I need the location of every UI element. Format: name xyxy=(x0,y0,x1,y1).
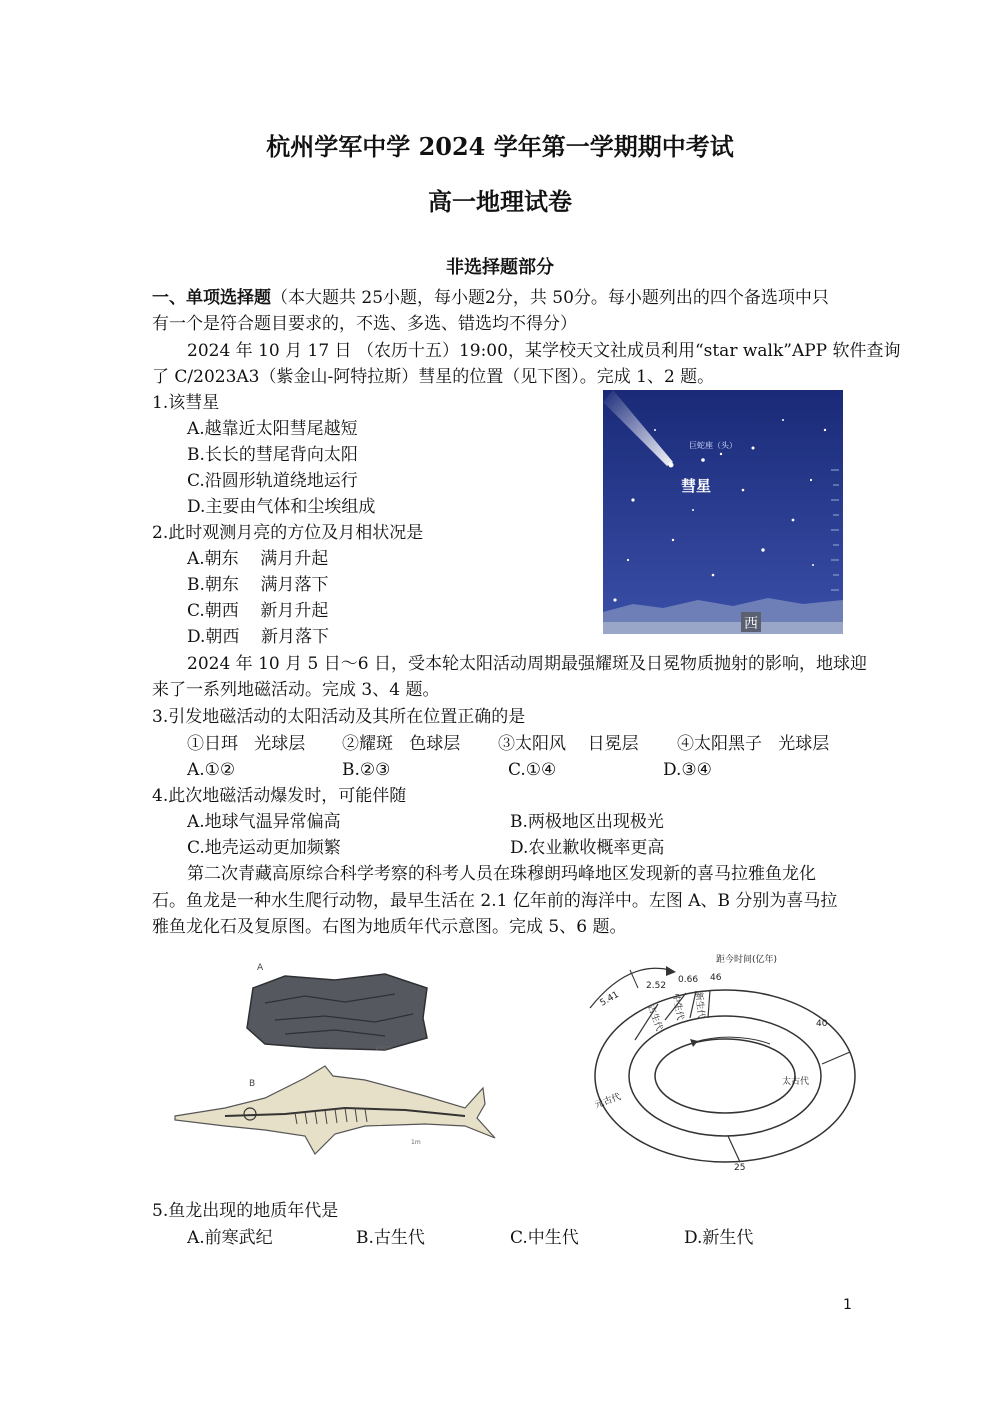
q4-option-c: C.地壳运动更加频繁 xyxy=(187,838,341,858)
geologic-time-diagram xyxy=(530,948,860,1173)
geo-value-25: 25 xyxy=(734,1163,746,1173)
q3-item-4: ④太阳黑子 光球层 xyxy=(677,734,830,754)
fossil-rock xyxy=(247,974,427,1050)
q1-option-a: A.越靠近太阳彗尾越短 xyxy=(187,419,358,439)
q5-option-d: D.新生代 xyxy=(684,1228,754,1248)
q1-option-d: D.主要由气体和尘埃组成 xyxy=(187,497,376,517)
passage2-line2: 来了一系列地磁活动。完成 3、4 题。 xyxy=(152,680,440,700)
q2-option-d: D.朝西 新月落下 xyxy=(187,627,330,647)
fossil-label-b: B xyxy=(249,1079,256,1089)
q4-option-b: B.两极地区出现极光 xyxy=(510,812,664,832)
direction-west-label: 西 xyxy=(744,616,758,632)
q3-option-b: B.②③ xyxy=(342,760,391,780)
q2-option-a: A.朝东 满月升起 xyxy=(187,549,329,569)
geo-value-46: 46 xyxy=(710,973,722,983)
era-cenozoic-label: 新生代 xyxy=(693,991,706,1020)
q5-option-c: C.中生代 xyxy=(510,1228,579,1248)
q2-option-c: C.朝西 新月升起 xyxy=(187,601,329,621)
fossil-label-a: A xyxy=(257,963,264,973)
era-mesozoic-label: 中生代 xyxy=(670,992,685,1022)
q1-option-c: C.沿圆形轨道绕地运行 xyxy=(187,471,358,491)
q3-item-2: ②耀斑 色球层 xyxy=(342,734,461,754)
era-archean-label: 太古代 xyxy=(782,1077,810,1087)
geo-value-0-66: 0.66 xyxy=(678,975,699,985)
geo-value-2-52: 2.52 xyxy=(646,981,667,991)
passage3-line2: 石。鱼龙是一种水生爬行动物，最早生活在 2.1 亿年前的海洋中。左图 A、B 分别为喜马拉 xyxy=(152,891,838,911)
fossil-scale-a: 10cm xyxy=(375,1045,392,1052)
q3-stem: 3.引发地磁活动的太阳活动及其所在位置正确的是 xyxy=(152,707,526,727)
q2-option-b: B.朝东 满月落下 xyxy=(187,575,329,595)
part1-instructions-b: 有一个是符合题目要求的，不选、多选、错选均不得分） xyxy=(152,314,577,334)
fossil-scale-b: 1m xyxy=(411,1139,421,1146)
q3-option-d: D.③④ xyxy=(663,760,712,780)
part1-line1 xyxy=(152,285,829,311)
ichthyosaur-fossil-figure xyxy=(165,958,505,1158)
era-proterozoic-label: 元古代 xyxy=(593,1092,623,1111)
part1-heading: 一、单项选择题 xyxy=(152,288,271,308)
geo-value-5-41: 5.41 xyxy=(598,989,621,1009)
page-subtitle: 高一地理试卷 xyxy=(428,187,572,216)
q2-stem: 2.此时观测月亮的方位及月相状况是 xyxy=(152,523,424,543)
q4-option-d: D.农业歉收概率更高 xyxy=(510,838,665,858)
era-paleozoic-label: 古生代 xyxy=(645,1003,664,1033)
section-heading: 非选择题部分 xyxy=(446,257,554,278)
q1-option-b: B.长长的彗尾背向太阳 xyxy=(187,445,358,465)
q4-option-a: A.地球气温异常偏高 xyxy=(187,812,341,832)
part1-instructions-a: （本大题共 25小题，每小题2分，共 50分。每小题列出的四个备选项中只 xyxy=(271,288,829,308)
geo-value-40: 40 xyxy=(816,1019,828,1029)
q4-stem: 4.此次地磁活动爆发时，可能伴随 xyxy=(152,786,407,806)
q3-option-a: A.①② xyxy=(187,760,236,780)
q1-stem: 1.该彗星 xyxy=(152,393,220,413)
q3-item-3: ③太阳风 日冕层 xyxy=(498,734,639,754)
page-title: 杭州学军中学 2024 学年第一学期期中考试 xyxy=(266,132,734,161)
passage3-line1: 第二次青藏高原综合科学考察的科考人员在珠穆朗玛峰地区发现新的喜马拉雅鱼龙化 xyxy=(187,864,816,884)
passage1-line2: 了 C/2023A3（紫金山-阿特拉斯）彗星的位置（见下图）。完成 1、2 题。 xyxy=(152,367,715,387)
inner-ring xyxy=(655,1039,795,1113)
comet-sky-figure xyxy=(603,390,843,634)
comet-label: 彗星 xyxy=(681,477,712,495)
q3-option-c: C.①④ xyxy=(508,760,557,780)
passage3-line3: 雅鱼龙化石及复原图。右图为地质年代示意图。完成 5、6 题。 xyxy=(152,917,627,937)
q5-option-b: B.古生代 xyxy=(356,1228,425,1248)
constellation-label: 巨蛇座（头） xyxy=(689,441,737,450)
passage2-line1: 2024 年 10 月 5 日～6 日，受本轮太阳活动周期最强耀斑及日冕物质抛射的影响，地球迎 xyxy=(187,654,867,674)
passage1-line1: 2024 年 10 月 17 日 （农历十五）19:00，某学校天文社成员利用“star walk”APP 软件查询 xyxy=(187,341,901,361)
middle-ring xyxy=(629,1016,821,1136)
page-number: 1 xyxy=(843,1297,852,1313)
geo-axis-title: 距今时间(亿年) xyxy=(716,955,778,965)
q5-option-a: A.前寒武纪 xyxy=(187,1228,273,1248)
q5-stem: 5.鱼龙出现的地质年代是 xyxy=(152,1201,339,1221)
q3-item-1: ①日珥 光球层 xyxy=(187,734,306,754)
comet-head xyxy=(669,463,674,468)
